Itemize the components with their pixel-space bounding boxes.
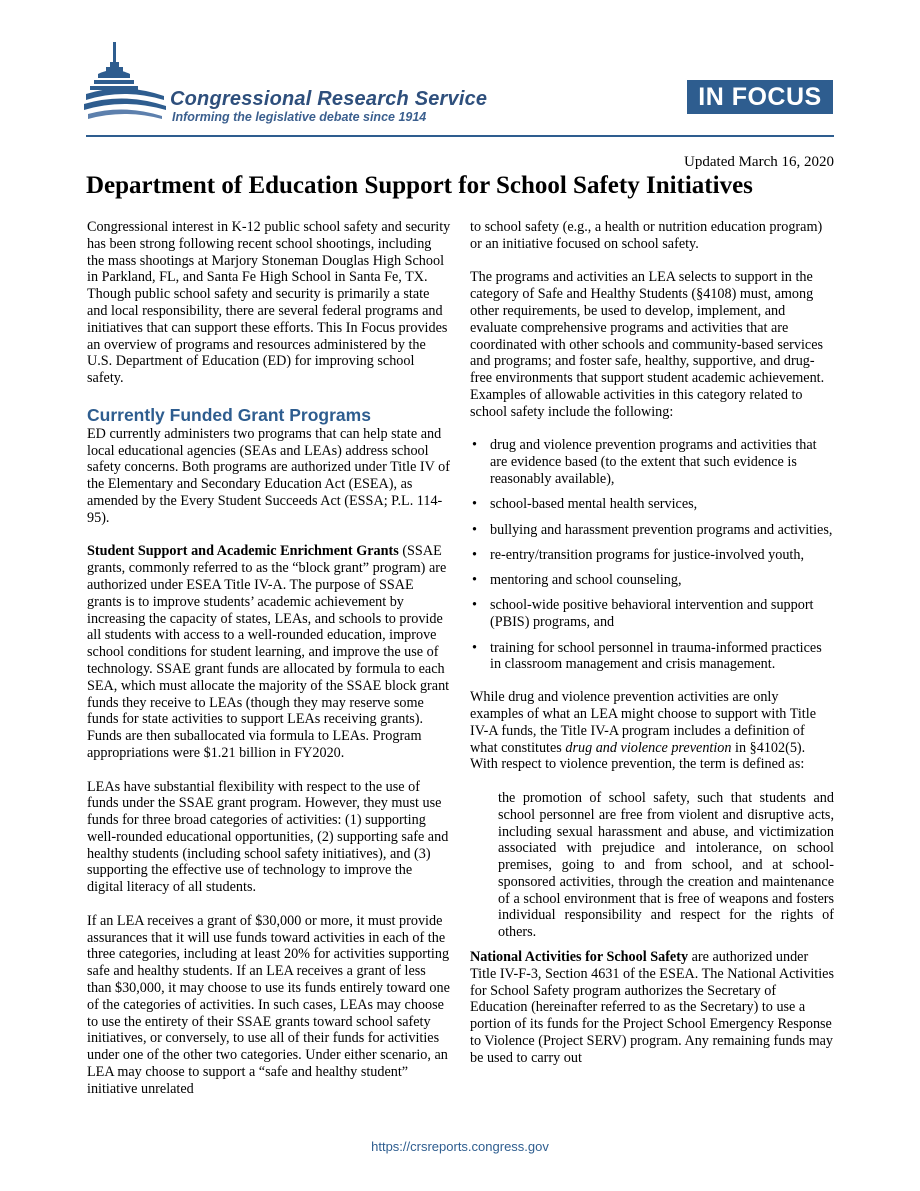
programs-overview-paragraph: ED currently administers two programs that can help state and local educational agencies (SEAs and LEAs) address school safety concerns. Both programs are authorized under Title IV of the Elementary and Secondary Education Act (ESEA), as amended by the Every Student Succeeds Act (ESSA; P.L. 114-95). (87, 425, 450, 526)
list-item-text: bullying and harassment prevention programs and activities, (490, 521, 833, 538)
bullet-icon: • (472, 521, 477, 538)
list-item (470, 572, 834, 589)
list-item-text: mentoring and school counseling, (490, 572, 682, 589)
list-item-text: school-based mental health services, (490, 496, 698, 513)
list-item-text: re-entry/transition programs for justice-involved youth, (490, 546, 805, 563)
page-title: Department of Education Support for School Safety Initiatives (86, 172, 753, 199)
list-item (470, 496, 834, 513)
right-column (470, 219, 834, 1083)
bullet-icon: • (472, 437, 477, 454)
bullet-icon: • (472, 639, 477, 656)
updated-date: Updated March 16, 2020 (684, 154, 834, 170)
bullet-icon: • (472, 572, 477, 589)
bullet-icon: • (472, 546, 477, 563)
in-focus-badge: IN FOCUS (687, 80, 833, 114)
list-item (470, 522, 834, 539)
list-item-text: drug and violence prevention programs and activities that are evidence based (to the extent that such evidence is reasonably available), (490, 437, 817, 487)
list-item (470, 640, 834, 674)
safe-healthy-paragraph: The programs and activities an LEA selects to support in the category of Safe and Healthy Students (§4108) must, among other requirements, be used to develop, implement, and evaluate comprehensive programs and activities that are coordinated with other schools and community-based services and programs; and foster safe, healthy, supportive, and drug-free environments that support student academic achievement. Examples of allowable activities in this category related to school safety include the following: (470, 269, 825, 420)
list-item-text: school-wide positive behavioral intervention and support (PBIS) programs, and (490, 597, 814, 631)
list-item (470, 547, 834, 564)
ssae-paragraph (87, 543, 451, 761)
list-item (470, 437, 834, 487)
continuation-paragraph: to school safety (e.g., a health or nutrition education program) or an initiative focused on school safety. (470, 219, 823, 252)
grant-threshold-paragraph: If an LEA receives a grant of $30,000 or more, it must provide assurances that it will use funds toward activities in each of the three categories, including at least 20% for activities supporting safe and healthy students. If an LEA receives a grant of less than $30,000, it may choose to use its funds entirely toward one of the categories of activities. In such cases, LEAs may choose to use the entirety of their SSAE grants toward school safety initiatives, or conversely, to use all of their funds for activities under one of the other two categories. Under either scenario, an LEA may choose to support a “safe and healthy student” initiative unrelated (87, 912, 450, 1097)
definition-paragraph: While drug and violence prevention activities are only examples of what an LEA might choose to support with Title IV-A funds, the Title IV-A program includes a definition of what constitutes drug and violence prevention in §4102(5). With respect to violence prevention, the term is defined as: (470, 689, 816, 773)
section-heading-funded-programs: Currently Funded Grant Programs (87, 404, 371, 425)
bullet-icon: • (472, 597, 477, 614)
list-item-text: training for school personnel in trauma-informed practices in classroom management and crisis management. (490, 639, 822, 673)
ssae-text: (SSAE grants, commonly referred to as the “block grant” program) are authorized under ESEA Title IV-A. The purpose of SSAE grants is to improve students’ academic achievement by increasing the capacity of states, LEAs, and schools to provide all students with access to a well-rounded education, improve school conditions for student learning, and improve the use of technology. SSAE grant funds are allocated by formula to each SEA, which must allocate the majority of the SSAE block grant funds they receive to LEAs (though they may reserve some funds for state activities to support LEAs receiving grants). Funds are then suballocated via formula to LEAs. Program appropriations were $1.21 billion in FY2020. (87, 543, 450, 761)
org-name: Congressional Research Service (170, 88, 488, 110)
bullet-icon: • (472, 496, 477, 513)
definition-quote: the promotion of school safety, such that students and school personnel are free from violent and disruptive acts, including sexual harassment and abuse, and victimization associated with prejudice and intolerance, on school premises, going to and from school, and at school-sponsored activities, through the creation and maintenance of a school environment that is free of weapons and fosters individual responsibility and respect for the rights of others. (498, 789, 834, 941)
list-item (470, 597, 834, 631)
activities-list (470, 437, 834, 673)
org-tagline: Informing the legislative debate since 1914 (172, 110, 427, 124)
capitol-dome-icon (84, 38, 174, 133)
header-divider (86, 135, 834, 137)
crs-logo (84, 38, 504, 138)
ssae-term: Student Support and Academic Enrichment Grants (87, 543, 399, 560)
intro-paragraph: Congressional interest in K-12 public school safety and security has been strong following recent school shootings, including the mass shootings at Marjory Stoneman Douglas High School in Parkland, FL, and Santa Fe High School in Santa Fe, TX. Though public school safety and security is primarily a state and local responsibility, there are several federal programs and initiatives that can support these efforts. This In Focus provides an overview of programs and resources administered by the U.S. Department of Education (ED) for improving school safety. (87, 219, 451, 387)
left-column (87, 219, 451, 1114)
flexibility-paragraph: LEAs have substantial flexibility with respect to the use of funds under the SSAE grant program. However, they must use funds for three broad categories of activities: (1) supporting well-rounded educational opportunities, (2) supporting safe and healthy students (including school safety initiatives), and (3) supporting the effective use of technology to improve the digital literacy of all students. (87, 778, 449, 896)
national-activities-term: National Activities for School Safety (470, 949, 689, 966)
footer-url-link[interactable]: https://crsreports.congress.gov (371, 1139, 549, 1154)
defined-term: drug and violence prevention (565, 739, 732, 756)
national-activities-paragraph: National Activities for School Safety are authorized under Title IV-F-3, Section 4631 of the ESEA. The National Activities for School Safety program authorizes the Secretary of Education (hereinafter referred to as the Secretary) to use a portion of its funds for the Project School Emergency Response to Violence (Project SERV) program. Any remaining funds may be used to carry out (470, 949, 834, 1066)
